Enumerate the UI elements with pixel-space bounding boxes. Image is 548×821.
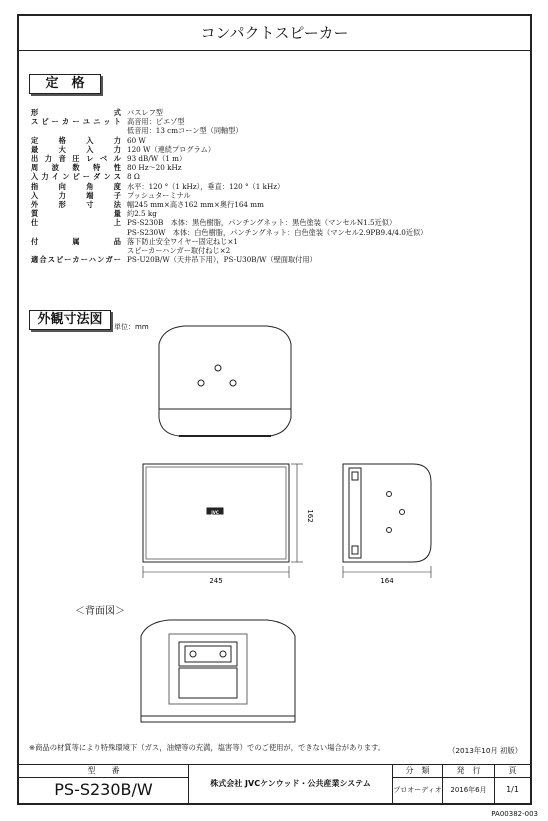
page-number: 1/1 xyxy=(506,785,519,794)
spec-value: PS-U20B/W（天井吊下用），PS-U30B/W（壁面取付用） xyxy=(127,255,317,265)
spec-value: 幅245 mm×高さ162 mm×奥行164 mm xyxy=(127,200,264,210)
spec-label: 適合スピーカーハンガー xyxy=(31,255,121,265)
page-title: コンパクトスピーカー xyxy=(19,16,530,51)
spec-label: スピーカーユニット xyxy=(31,117,121,127)
issue-cell xyxy=(443,765,495,803)
height-dimension-label: 162 xyxy=(306,509,314,523)
drawing-section-heading: 外観寸法図 xyxy=(29,310,111,330)
spec-label: 出力音圧レベル xyxy=(31,154,121,164)
spec-label: 形式 xyxy=(31,108,121,117)
spec-value: 高音用：ピエゾ型 xyxy=(127,117,185,127)
page-header: 頁 xyxy=(495,765,530,778)
spec-label: 仕上 xyxy=(31,218,121,228)
spec-value: バスレフ型 xyxy=(127,108,163,117)
spec-value: PS-S230B 本体：黒色樹脂，パンチングネット：黒色塗装（マンセルN1.5近似） xyxy=(127,218,397,228)
category-header: 分 類 xyxy=(393,765,442,778)
spec-label: 指向角度 xyxy=(31,181,121,191)
spec-value: 60 W xyxy=(127,135,146,145)
outline-drawings xyxy=(19,16,534,807)
spec-value: 約2.5 kg xyxy=(127,209,157,219)
top-view-drawing xyxy=(159,326,291,436)
spec-value: 8 Ω xyxy=(127,172,140,182)
spec-value: 120 W（連続プログラム） xyxy=(127,144,216,154)
company-cell xyxy=(189,765,393,803)
spec-section-heading: 定 格 xyxy=(29,74,101,94)
spec-label: 入力端子 xyxy=(31,190,121,200)
spec-value: 水平：120 °（1 kHz），垂直：120 °（1 kHz） xyxy=(127,181,285,191)
usage-disclaimer: ※商品の材質等により特殊環境下（ガス，油煙等の充満，塩害等）でのご使用が，できない場合があります。 xyxy=(29,743,385,752)
unit-note: 単位：mm xyxy=(114,323,149,331)
depth-dimension-label: 164 xyxy=(380,577,394,585)
front-view-drawing xyxy=(143,464,303,578)
edition-note: （2013年10月 初版） xyxy=(448,746,522,755)
spec-value: 80 Hz～20 kHz xyxy=(127,163,182,173)
title-block xyxy=(19,764,530,803)
spec-label: 入力インピーダンス xyxy=(31,172,121,182)
page-cell xyxy=(495,765,530,803)
spec-value: 低音用：13 cmコーン型（同軸型） xyxy=(127,126,243,136)
document-number: PA00382-003 xyxy=(491,810,538,818)
spec-label: 最大入力 xyxy=(31,144,121,154)
side-view-drawing xyxy=(343,464,431,578)
issue-header: 発 行 xyxy=(443,765,494,778)
spec-value: プッシュターミナル xyxy=(127,190,191,200)
spec-label: 質量 xyxy=(31,209,121,219)
rear-view-drawing xyxy=(141,620,295,722)
rear-view-label: ＜背面図＞ xyxy=(75,606,125,617)
spec-label: 定格入力 xyxy=(31,135,121,145)
spec-label: 外形寸法 xyxy=(31,200,121,210)
spec-value: 落下防止安全ワイヤー固定ねじ×1 xyxy=(127,236,239,246)
spec-sheet xyxy=(17,14,532,805)
model-number: PS-S230B/W xyxy=(54,780,153,799)
model-cell xyxy=(19,765,189,803)
category-value: プロオーディオ xyxy=(393,786,442,794)
spec-label: 周波数特性 xyxy=(31,163,121,173)
model-header: 型 番 xyxy=(19,765,188,778)
issue-date: 2016年6月 xyxy=(450,786,487,794)
category-cell xyxy=(393,765,443,803)
spec-label: 付属品 xyxy=(31,236,121,246)
spec-value: スピーカーハンガー取付ねじ×2 xyxy=(127,246,231,256)
jvc-logo-text: JVC xyxy=(211,510,219,515)
spec-value: 93 dB/W（1 m） xyxy=(127,154,187,164)
company-name: 株式会社 JVCケンウッド・公共産業システム xyxy=(210,779,371,788)
spec-value: PS-S230W 本体：白色樹脂，パンチングネット：白色塗装（マンセル2.9PB9.4/4.0近似） xyxy=(127,227,428,237)
width-dimension-label: 245 xyxy=(209,577,223,585)
